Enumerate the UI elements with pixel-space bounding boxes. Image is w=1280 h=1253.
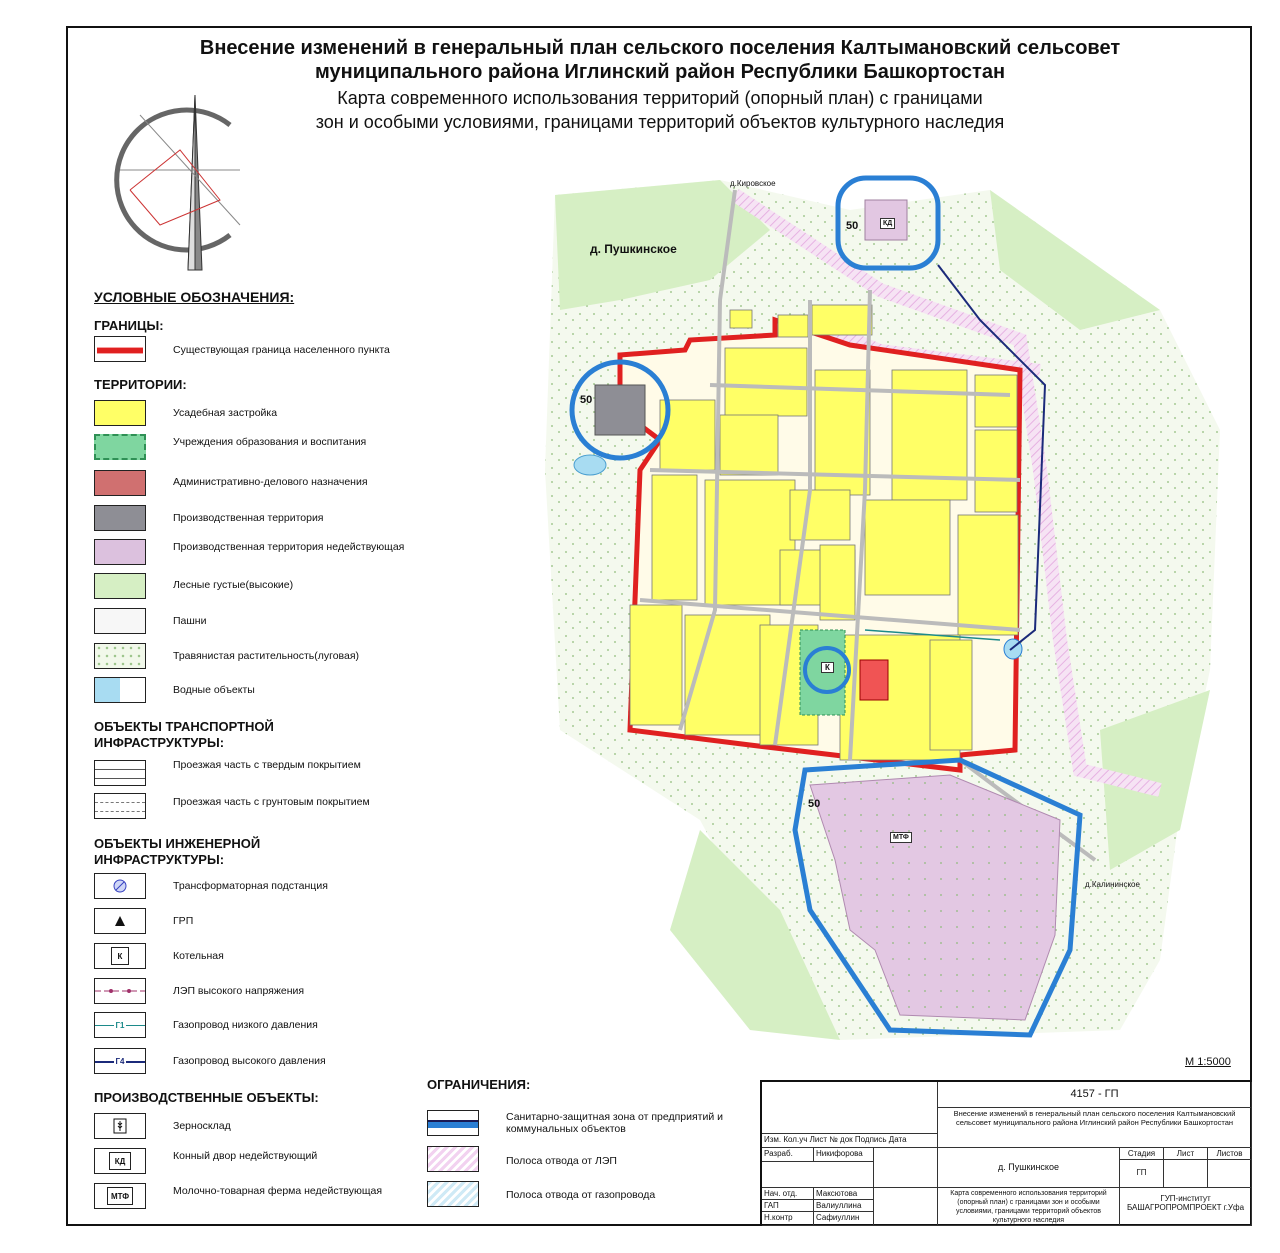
- grain-icon: [113, 1118, 127, 1134]
- gas-low-code: Г1: [115, 1020, 125, 1030]
- gas-high-swatch: [94, 1048, 146, 1074]
- role: ГАП: [762, 1200, 814, 1212]
- object-name: д. Пушкинское: [938, 1148, 1120, 1188]
- restrictions-head: ОГРАНИЧЕНИЯ:: [427, 1077, 531, 1092]
- map-scale: М 1:5000: [1185, 1056, 1231, 1068]
- gas-high-code: Г4: [115, 1056, 125, 1066]
- sanitary-swatch: [427, 1110, 479, 1136]
- role: Разраб.: [762, 1148, 814, 1162]
- organization: ГУП-институт БАШАГРОПРОМПРОЕКТ г.Уфа: [1120, 1188, 1252, 1226]
- admin-label: Административно-делового назначения: [173, 476, 368, 488]
- water-label: Водные объекты: [173, 684, 255, 696]
- zone-label-mtf: 50: [808, 798, 821, 810]
- role: Н.контр: [762, 1212, 814, 1226]
- title-sub: Карта современного использования территорий (опорный план) с границами зон и особыми условиями, границами территорий объектов культурного наследия: [315, 88, 1005, 132]
- stage-head: Стадия: [1120, 1148, 1164, 1160]
- boiler-label: Котельная: [173, 950, 224, 962]
- admin-area: [860, 660, 888, 700]
- legend-engineering-head: ОБЪЕКТЫ ИНЖЕНЕРНОЙ ИНФРАСТРУКТУРЫ:: [94, 836, 261, 867]
- kd-map-symbol: КД: [880, 218, 895, 229]
- fields-swatch: [94, 608, 146, 634]
- stamp-columns: [762, 1134, 938, 1148]
- dairy-icon: МТФ: [107, 1187, 133, 1205]
- road-hard-swatch: [94, 760, 146, 786]
- sheets-head: Листов: [1208, 1148, 1252, 1160]
- legend-transport-head: ОБЪЕКТЫ ТРАНСПОРТНОЙ ИНФРАСТРУКТУРЫ:: [94, 719, 274, 750]
- dairy-label: Молочно-товарная ферма недействующая: [173, 1185, 383, 1197]
- transformer-icon: [113, 879, 127, 893]
- transformer-label: Трансформаторная подстанция: [173, 880, 328, 892]
- village-map: [520, 170, 1260, 1050]
- grain-label: Зерносклад: [173, 1120, 231, 1132]
- mtf-map-symbol: МТФ: [890, 832, 912, 843]
- horse-label: Конный двор недействующий: [173, 1150, 318, 1162]
- col-label: № док: [829, 1135, 853, 1144]
- power-line-label: ЛЭП высокого напряжения: [173, 985, 305, 997]
- border-existing-label: Существующая граница населенного пункта: [173, 344, 390, 356]
- legend-heading: УСЛОВНЫЕ ОБОЗНАЧЕНИЯ:: [94, 289, 295, 305]
- person: Валиуллина: [814, 1200, 874, 1212]
- meadow-label: Травянистая растительность(луговая): [173, 650, 360, 662]
- grain-swatch: [94, 1113, 146, 1139]
- col-label: Дата: [888, 1135, 907, 1144]
- doc-code: 4157 - ГП: [938, 1082, 1252, 1108]
- role: Нач. отд.: [762, 1188, 814, 1200]
- road-dirt-label: Проезжая часть с грунтовым покрытием: [173, 796, 370, 808]
- gas-strip-label: Полоса отвода от газопровода: [506, 1189, 656, 1201]
- legend-territories-head: ТЕРРИТОРИИ:: [94, 377, 187, 392]
- doc-description: Внесение изменений в генеральный план сельского поселения Калтымановский сельсовет муниципального района Иглинский район Республики Башкортостан: [938, 1108, 1252, 1148]
- horse-icon: КД: [109, 1152, 131, 1170]
- title-main: Внесение изменений в генеральный план сельского поселения Калтымановский сельсовет муниципального района Иглинский район Республики Башкортостан: [199, 37, 1121, 83]
- boiler-map-symbol: К: [821, 662, 834, 673]
- grp-swatch: [94, 908, 146, 934]
- industrial-inactive-swatch: [94, 539, 146, 565]
- residential-label: Усадебная застройка: [173, 407, 278, 419]
- forest-swatch: [94, 573, 146, 599]
- col-label: Подпись: [854, 1135, 887, 1144]
- gas-low-swatch: [94, 1012, 146, 1038]
- residential-swatch: [94, 400, 146, 426]
- border-swatch: [94, 336, 146, 362]
- power-line-icon: [95, 986, 145, 996]
- gas-high-label: Газопровод высокого давления: [173, 1055, 326, 1067]
- industrial-swatch: [94, 505, 146, 531]
- forest-label: Лесные густые(высокие): [173, 579, 294, 591]
- water-body: [574, 455, 606, 475]
- legend-borders-head: ГРАНИЦЫ:: [94, 318, 164, 333]
- fields-label: Пашни: [173, 615, 207, 627]
- grp-icon: [114, 915, 126, 927]
- education-swatch: [94, 434, 146, 460]
- col-label: Изм.: [764, 1135, 782, 1144]
- grp-label: ГРП: [173, 915, 194, 927]
- gas-low-label: Газопровод низкого давления: [173, 1019, 318, 1031]
- person: Никифорова: [814, 1148, 874, 1162]
- title-block: [760, 1080, 1252, 1226]
- education-label: Учреждения образования и воспитания: [173, 436, 367, 448]
- sanitary-label: Санитарно-защитная зона от предприятий и коммунальных объектов: [506, 1111, 724, 1135]
- industrial-inactive-label: Производственная территория недействующая: [173, 541, 405, 553]
- person: Максютова: [814, 1188, 874, 1200]
- zone-label-grain: 50: [580, 394, 593, 406]
- legend-production-head: ПРОИЗВОДСТВЕННЫЕ ОБЪЕКТЫ:: [94, 1090, 319, 1105]
- meadow-swatch: [94, 643, 146, 669]
- gas-strip-swatch: [427, 1181, 479, 1207]
- person: Сафиуллин: [814, 1212, 874, 1226]
- stage-value: ГП: [1120, 1160, 1164, 1188]
- power-strip-swatch: [427, 1146, 479, 1172]
- col-label: Лист: [809, 1135, 827, 1144]
- power-strip-label: Полоса отвода от ЛЭП: [506, 1155, 617, 1167]
- col-label: Кол.уч: [783, 1135, 808, 1144]
- road-dirt-swatch: [94, 793, 146, 819]
- village-name: д. Пушкинское: [590, 242, 677, 256]
- admin-swatch: [94, 470, 146, 496]
- dairy-swatch: [94, 1183, 146, 1209]
- sheet-title: Карта современного использования территорий (опорный план) с границами зон и особыми условиями, границами территорий объектов культурного наследия: [938, 1188, 1120, 1226]
- zone-label-kd: 50: [846, 220, 859, 232]
- north-arrow-icon: [110, 95, 260, 275]
- horse-swatch: [94, 1148, 146, 1174]
- road-north-label: д.Кировское: [730, 179, 776, 188]
- boiler-icon: К: [111, 947, 129, 965]
- industrial-label: Производственная территория: [173, 512, 324, 524]
- power-line-swatch: [94, 978, 146, 1004]
- boiler-swatch: [94, 943, 146, 969]
- road-south-label: д.Калининское: [1085, 880, 1140, 889]
- industrial-area: [595, 385, 645, 435]
- transformer-swatch: [94, 873, 146, 899]
- water-swatch: [94, 677, 146, 703]
- sheet-head: Лист: [1164, 1148, 1208, 1160]
- road-hard-label: Проезжая часть с твердым покрытием: [173, 759, 361, 771]
